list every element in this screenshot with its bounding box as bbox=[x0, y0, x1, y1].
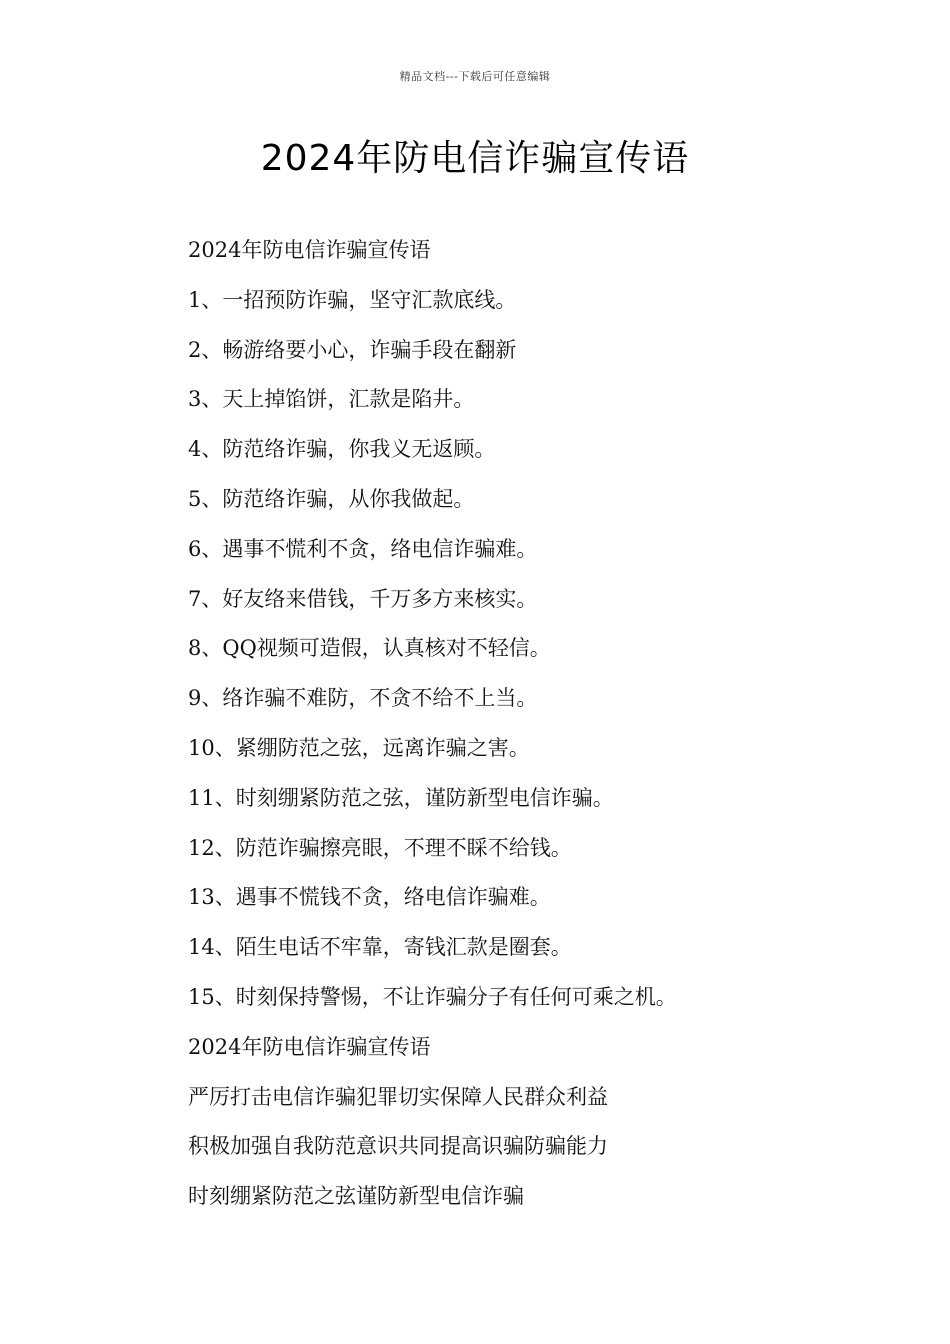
slogan-item: 14、陌生电话不牢靠，寄钱汇款是圈套。 bbox=[188, 935, 572, 960]
slogan-item: 4、防范络诈骗，你我义无返顾。 bbox=[188, 437, 496, 462]
slogan-item: 5、防范络诈骗，从你我做起。 bbox=[188, 486, 475, 511]
slogan-banner-line: 积极加强自我防范意识共同提高识骗防骗能力 bbox=[188, 1134, 608, 1159]
slogan-item: 15、时刻保持警惕，不让诈骗分子有任何可乘之机。 bbox=[188, 984, 677, 1009]
slogan-banner-line: 时刻绷紧防范之弦谨防新型电信诈骗 bbox=[188, 1184, 524, 1209]
slogan-item: 6、遇事不慌利不贪，络电信诈骗难。 bbox=[188, 536, 538, 561]
slogan-item: 13、遇事不慌钱不贪，络电信诈骗难。 bbox=[188, 885, 551, 910]
section-heading: 2024年防电信诈骗宣传语 bbox=[188, 238, 431, 262]
slogan-item: 7、好友络来借钱，千万多方来核实。 bbox=[188, 586, 538, 611]
section-heading: 2024年防电信诈骗宣传语 bbox=[188, 1034, 431, 1059]
slogan-item: 8、QQ视频可造假，认真核对不轻信。 bbox=[188, 636, 551, 661]
slogan-item: 10、紧绷防范之弦，远离诈骗之害。 bbox=[188, 735, 530, 760]
slogan-item: 12、防范诈骗擦亮眼，不理不睬不给钱。 bbox=[188, 835, 572, 860]
slogan-item: 3、天上掉馅饼，汇款是陷井。 bbox=[188, 387, 475, 412]
slogan-item: 9、络诈骗不难防，不贪不给不上当。 bbox=[188, 686, 538, 711]
slogan-banner-line: 严厉打击电信诈骗犯罪切实保障人民群众利益 bbox=[188, 1084, 608, 1109]
document-body bbox=[188, 234, 888, 1230]
page-header-note: 精品文档---下载后可任意编辑 bbox=[399, 70, 551, 83]
slogan-item: 1、一招预防诈骗，坚守汇款底线。 bbox=[188, 287, 517, 312]
slogan-item: 2、畅游络要小心，诈骗手段在翻新 bbox=[188, 337, 517, 362]
slogan-item: 11、时刻绷紧防范之弦，谨防新型电信诈骗。 bbox=[188, 785, 614, 810]
document-title: 2024年防电信诈骗宣传语 bbox=[260, 138, 690, 179]
